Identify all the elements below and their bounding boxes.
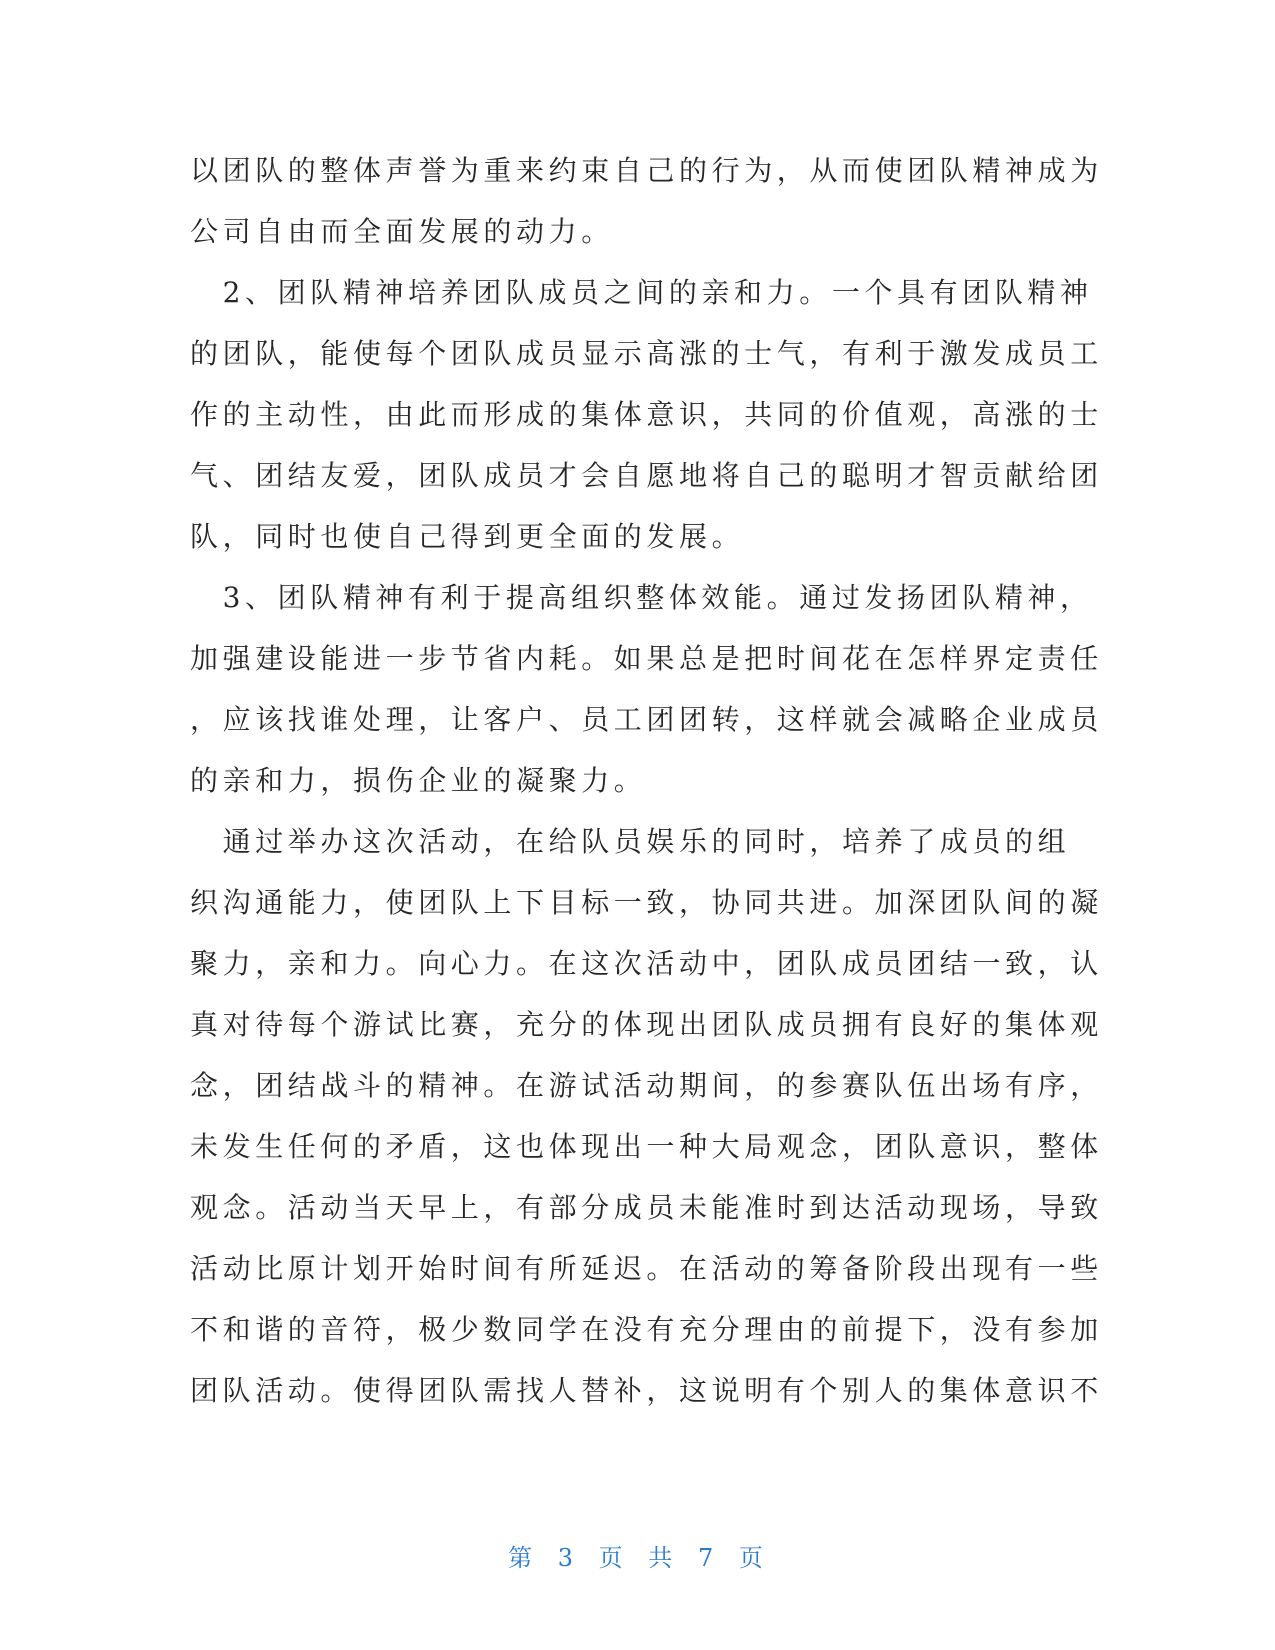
text-line: 作的主动性，由此而形成的集体意识，共同的价值观，高涨的士 <box>190 398 1103 431</box>
text-line: 气、团结友爱，团队成员才会自愿地将自己的聪明才智贡献给团 <box>190 459 1103 492</box>
text-line: 不和谐的音符，极少数同学在没有充分理由的前提下，没有参加 <box>190 1313 1103 1346</box>
text-line: 活动比原计划开始时间有所延迟。在活动的筹备阶段出现有一些 <box>190 1252 1103 1285</box>
page-number-footer: 第 3 页 共 7 页 <box>508 1544 767 1572</box>
document-body <box>190 140 1103 1421</box>
text-line: 的亲和力，损伤企业的凝聚力。 <box>190 764 647 797</box>
text-line: 通过举办这次活动，在给队员娱乐的同时，培养了成员的组 <box>190 825 1071 858</box>
text-line: 真对待每个游试比赛，充分的体现出团队成员拥有良好的集体观 <box>190 1008 1103 1041</box>
text-line: 念，团结战斗的精神。在游试活动期间，的参赛队伍出场有序， <box>190 1069 1103 1102</box>
text-line: 队，同时也使自己得到更全面的发展。 <box>190 520 745 553</box>
text-line: 公司自由而全面发展的动力。 <box>190 215 614 248</box>
text-line: 的团队，能使每个团队成员显示高涨的士气，有利于激发成员工 <box>190 337 1103 370</box>
text-line: ，应该找谁处理，让客户、员工团团转，这样就会减略企业成员 <box>190 703 1103 736</box>
text-line: 织沟通能力，使团队上下目标一致，协同共进。加深团队间的凝 <box>190 886 1103 919</box>
text-line: 2、团队精神培养团队成员之间的亲和力。一个具有团队精神 <box>190 276 1093 309</box>
text-line: 3、团队精神有利于提高组织整体效能。通过发扬团队精神， <box>190 581 1093 614</box>
text-line: 未发生任何的矛盾，这也体现出一种大局观念，团队意识，整体 <box>190 1130 1103 1163</box>
text-line: 观念。活动当天早上，有部分成员未能准时到达活动现场，导致 <box>190 1191 1103 1224</box>
text-line: 加强建设能进一步节省内耗。如果总是把时间花在怎样界定责任 <box>190 642 1103 675</box>
text-line: 以团队的整体声誉为重来约束自己的行为，从而使团队精神成为 <box>190 154 1103 187</box>
text-line: 聚力，亲和力。向心力。在这次活动中，团队成员团结一致，认 <box>190 947 1103 980</box>
text-line: 团队活动。使得团队需找人替补，这说明有个别人的集体意识不 <box>190 1374 1103 1407</box>
